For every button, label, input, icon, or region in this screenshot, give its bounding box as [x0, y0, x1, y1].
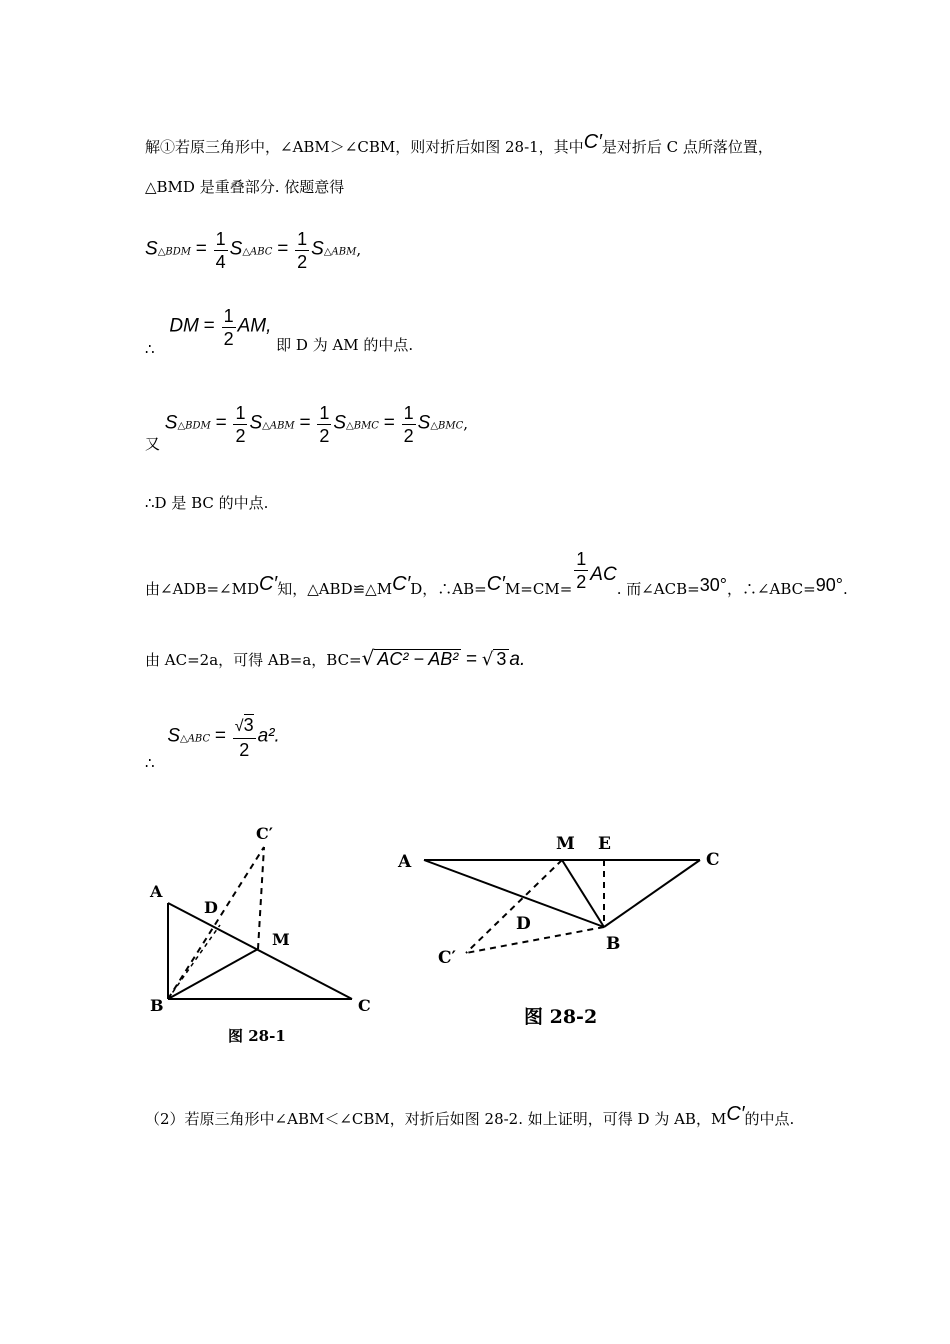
- segment-mb: [562, 860, 604, 927]
- equation-area-ratio: S△BDM = $\frac{1}{4}$ S△ABC = $\frac{1}{2}$ S△ABM,: [145, 229, 362, 272]
- therefore-symbol: ∴: [145, 339, 155, 358]
- para1-text-a: 解①若原三角形中，∠ABM＞∠CBM，则对折后如图 28-1，其中: [145, 138, 584, 156]
- label-cp: C′: [438, 948, 457, 968]
- segment-bcp: [466, 927, 604, 953]
- fraction: $\frac{1}{2}$: [297, 229, 308, 272]
- figure-caption: 图 28-2: [524, 1006, 598, 1025]
- label-d: D: [204, 898, 218, 917]
- ac-line: 由 AC=2a，可得 AB=a，BC=√ AC² − AB² = √ 3 a.: [145, 646, 526, 670]
- fraction: $\frac{√3}{2}$: [234, 715, 254, 760]
- segment-ab: [424, 860, 604, 927]
- para1-line2: △BMD 是重叠部分. 依题意得: [145, 178, 345, 196]
- para1-text-b: 是对折后 C 点所落位置，: [601, 138, 773, 156]
- equation-dm: ∴ DM = $\frac{1}{2}$ AM, 即 D 为 AM 的中点.: [145, 306, 414, 358]
- label-c: C: [706, 850, 720, 870]
- c-prime-symbol: C′: [583, 131, 602, 153]
- segment-bm: [168, 949, 258, 999]
- proof-line: 由∠ADB=∠MDC′知，△ABD≌△MC′D，∴AB=C′M=CM= $\frac{1}{2}$ AC. 而∠ACB=30°，∴∠ABC=90°.: [145, 549, 848, 598]
- segment-bc: [604, 860, 700, 927]
- figure-28-2: [392, 825, 732, 1025]
- label-d: D: [516, 914, 531, 934]
- label-e: E: [598, 834, 611, 854]
- area-line: ∴ S△ABC = $\frac{√3}{2}$ a².: [145, 715, 280, 772]
- label-m: M: [556, 834, 575, 854]
- fraction: $\frac{1}{4}$: [215, 229, 226, 272]
- para2: （2）若原三角形中∠ABM＜∠CBM，对折后如图 28-2. 如上证明，可得 D 为 AB，MC′的中点.: [145, 1103, 795, 1128]
- fraction: $\frac{1}{2}$: [319, 403, 330, 446]
- segment-bcp: [168, 847, 264, 999]
- fraction: $\frac{1}{2}$: [576, 549, 587, 592]
- fraction: $\frac{1}{2}$: [223, 306, 234, 349]
- label-a: A: [398, 852, 412, 872]
- label-cp: C′: [256, 824, 273, 843]
- segment-mcp: [258, 847, 264, 949]
- figure-28-1: [140, 815, 380, 1045]
- equation-area-chain: 又 S△BDM = $\frac{1}{2}$ S△ABM = $\frac{1}{2}$ S△BMC = $\frac{1}{2}$ S△BMC,: [145, 403, 469, 453]
- fraction: $\frac{1}{2}$: [235, 403, 246, 446]
- figure-caption: 图 28-1: [228, 1027, 286, 1045]
- fraction: $\frac{1}{2}$: [403, 403, 414, 446]
- d-midpoint-line: ∴D 是 BC 的中点.: [145, 494, 269, 512]
- label-c: C: [358, 996, 371, 1015]
- label-m: M: [272, 930, 290, 949]
- para1-line1: [145, 132, 773, 155]
- label-a: A: [150, 882, 163, 901]
- label-b: B: [150, 996, 164, 1015]
- label-b: B: [606, 934, 621, 954]
